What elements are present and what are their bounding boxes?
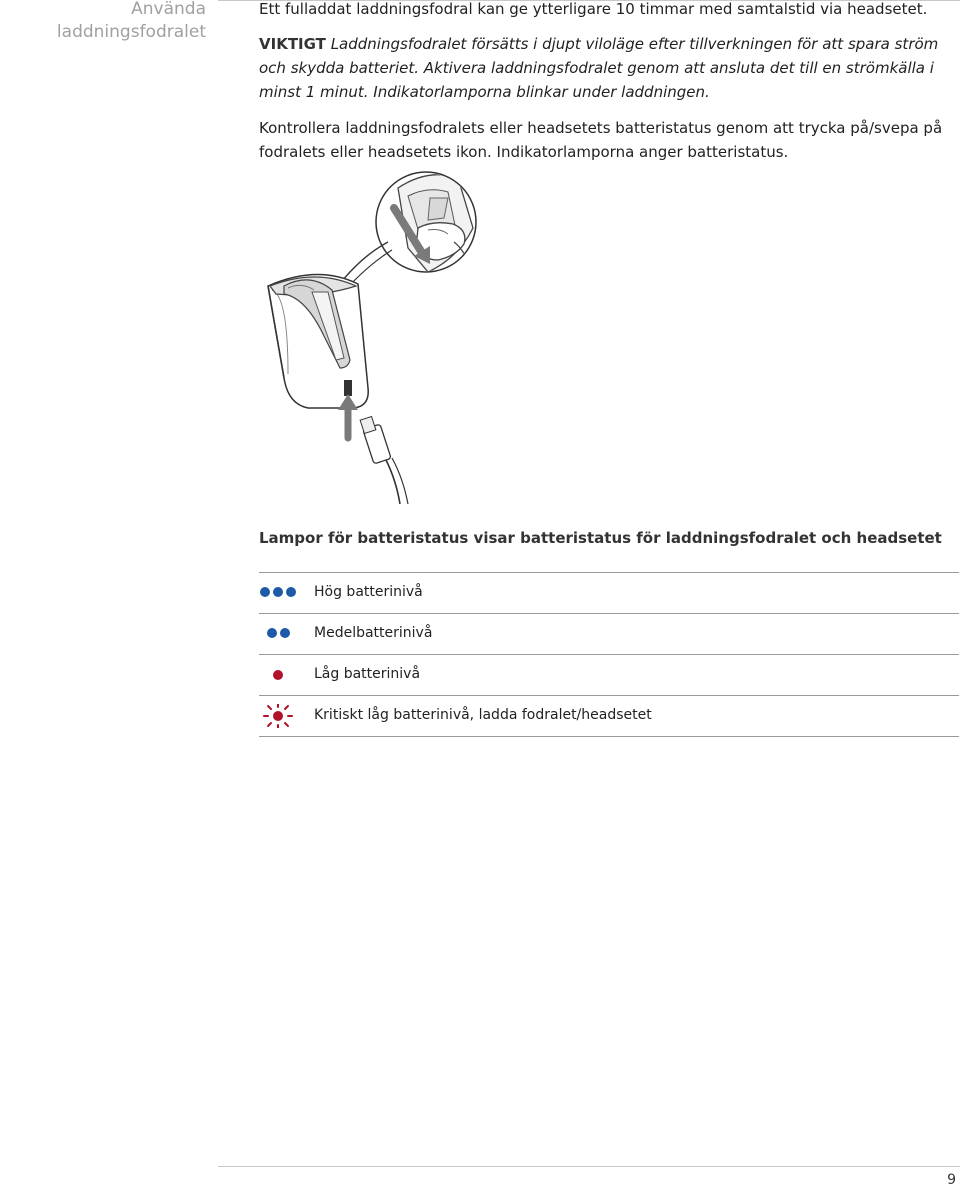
section-title-line2: laddningsfodralet: [56, 22, 206, 42]
battery-high-label: Hög batterinivå: [314, 584, 423, 600]
section-title-line1: Använda: [131, 0, 206, 19]
table-row: [259, 572, 959, 613]
battery-low-label: Låg batterinivå: [314, 666, 421, 682]
table-row: [259, 654, 959, 695]
battery-medium-label: Medelbatterinivå: [314, 625, 433, 641]
flashing-red-dot-icon: [259, 704, 301, 728]
important-label: VIKTIGT: [259, 35, 326, 53]
table-row: [259, 695, 959, 737]
table-row: [259, 613, 959, 654]
important-text: Laddningsfodralet försätts i djupt viloläge efter tillverkningen för att spara ström och skydda batteriet. Aktivera laddningsfodralet genom att ansluta det till en strömkälla i minst 1 minut. Indikatorlamporna blinkar under laddningen.: [259, 35, 939, 101]
paragraph-check-status: Kontrollera laddningsfodralets eller headsetets batteristatus genom att trycka på/svepa på fodralets eller headsetets ikon. Indikatorlamporna anger batteristatus.: [259, 119, 943, 161]
paragraph-important: [259, 32, 949, 104]
two-blue-dots-icon: [259, 622, 301, 646]
one-red-dot-icon: [259, 663, 301, 687]
three-blue-dots-icon: [259, 581, 301, 605]
section-title: [0, 0, 206, 44]
page-number: 9: [947, 1172, 956, 1188]
battery-status-table: [259, 572, 959, 737]
battery-critical-label: Kritiskt låg batterinivå, ladda fodralet/headsetet: [314, 707, 652, 723]
bottom-divider: [218, 1166, 960, 1167]
charging-case-illustration: [258, 168, 488, 504]
battery-table-title: Lampor för batteristatus visar batteristatus för laddningsfodralet och headsetet: [259, 529, 942, 547]
paragraph-talk-time: Ett fulladdat laddningsfodral kan ge ytterligare 10 timmar med samtalstid via headsetet.: [259, 0, 928, 18]
